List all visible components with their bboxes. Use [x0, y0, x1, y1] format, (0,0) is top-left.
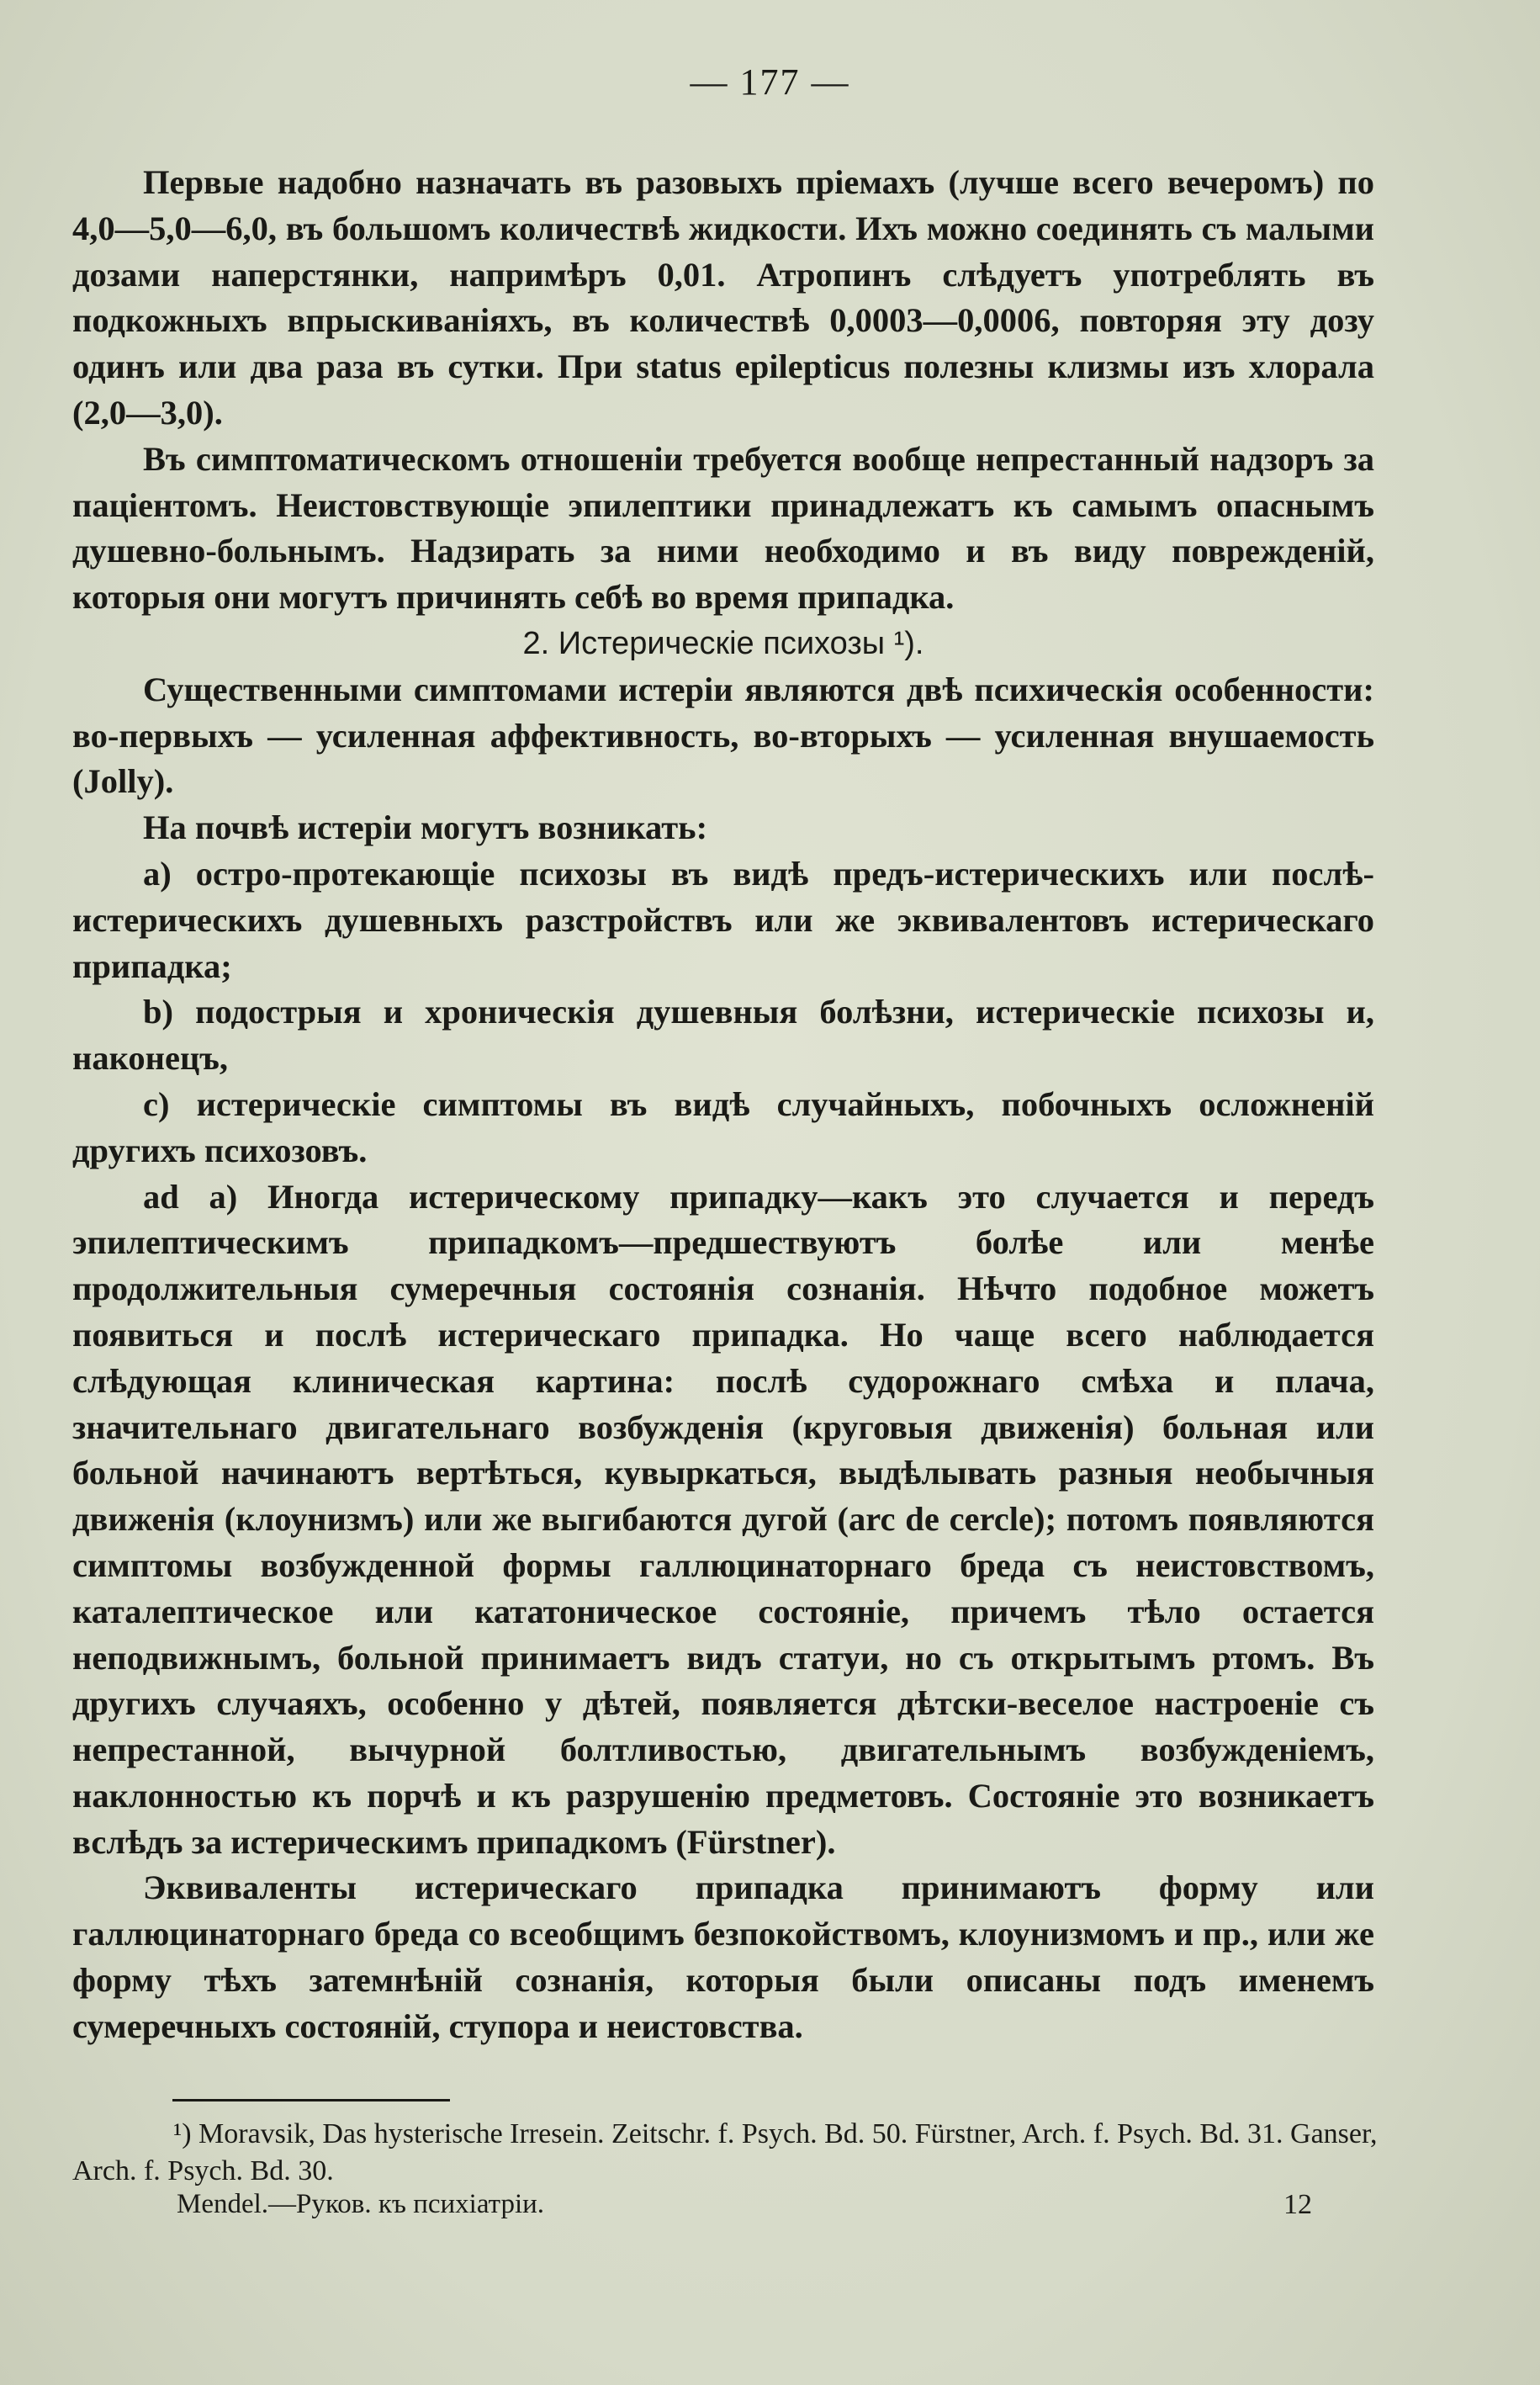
paragraph: Первые надобно назначать въ разовыхъ пріемахъ (лучше всего вечеромъ) по 4,0—5,0—6,0, въ большомъ количествѣ жидкости. Ихъ можно соединять съ малыми дозами наперстянки, напримѣръ 0,01. Атропинъ слѣдуетъ употреблять въ подкожныхъ впрыскиваніяхъ, въ количествѣ 0,0003—0,0006, повторяя эту дозу одинъ или два раза въ сутки. При status epilepticus полезны клизмы изъ хлорала (2,0—3,0). [72, 163, 1374, 432]
paragraph: ad a) Иногда истерическому припадку—какъ это случается и передъ эпилептическимъ припадкомъ—предшествуютъ болѣе или менѣе продолжительныя сумеречныя состоянія сознанія. Нѣчто подобное можетъ появиться и послѣ истерическаго припадка. Но чаще всего наблюдается слѣдующая клиническая картина: послѣ судорожнаго смѣха и плача, значительнаго двигательнаго возбужденія (круговыя движенія) больная или больной начинаютъ вертѣться, кувыркаться, выдѣлывать разныя необычныя движенія (клоунизмъ) или же выгибаются дугой (arc de cercle); потомъ появляются симптомы возбужденной формы галлюцинаторнаго бреда съ неистовствомъ, каталептическое или кататоническое состояніе, причемъ тѣло остается неподвижнымъ, больной принимаетъ видъ статуи, но съ открытымъ ртомъ. Въ другихъ случаяхъ, особенно у дѣтей, появляется дѣтски-веселое настроеніе съ непрестанной, вычурной болтливостью, двигательнымъ возбужденіемъ, наклонностью къ порчѣ и къ разрушенію предметовъ. Состояніе это возникаетъ вслѣдъ за истерическимъ припадкомъ (Fürstner). [72, 1177, 1374, 1861]
list-item: a) остро-протекающіе психозы въ видѣ предъ-истерическихъ или послѣ-истерическихъ душевныхъ разстройствъ или же эквивалентовъ истерическаго припадка; [72, 854, 1374, 985]
section-heading: 2. Истерическіе психозы ¹). [522, 625, 924, 661]
signature-number: 12 [1283, 2189, 1312, 2220]
footer-title: Mendel.—Руков. къ психіатріи. [177, 2189, 545, 2219]
list-item: c) истерическіе симптомы въ видѣ случайныхъ, побочныхъ осложненій другихъ психозовъ. [72, 1084, 1374, 1169]
body-text [72, 160, 1374, 2050]
paragraph: На почвѣ истеріи могутъ возникать: [143, 808, 708, 847]
page-footer [177, 2189, 1312, 2221]
footnote [72, 2116, 1384, 2190]
page-number: — 177 — [690, 61, 850, 103]
paragraph: Существенными симптомами истеріи являются двѣ психическія особенности: во-первыхъ — усиленная аффективность, во-вторыхъ — усиленная внушаемость (Jolly). [72, 670, 1374, 801]
list-item: b) подострыя и хроническія душевныя болѣзни, истерическіе психозы и, наконецъ, [72, 993, 1374, 1078]
footnote-text: ¹) Moravsik, Das hysterische Irresein. Zeitschr. f. Psych. Bd. 50. Fürstner, Arch. f. Psych. Bd. 31. Ganser, Arch. f. Psych. Bd. 30. [72, 2118, 1378, 2186]
paragraph: Эквиваленты истерическаго припадка принимаютъ форму или галлюцинаторнаго бреда со всеобщимъ безпокойствомъ, клоунизмомъ и пр., или же форму тѣхъ затемнѣній сознанія, которыя были описаны подъ именемъ сумеречныхъ состояній, ступора и неистовства. [72, 1868, 1374, 2045]
paragraph: Въ симптоматическомъ отношеніи требуется вообще непрестанный надзоръ за паціентомъ. Неистовствующіе эпилептики принадлежатъ къ самымъ опаснымъ душевно-больнымъ. Надзирать за ними необходимо и въ виду поврежденій, которыя они могутъ причинять себѣ во время припадка. [72, 439, 1374, 617]
footnote-rule [172, 2099, 450, 2101]
